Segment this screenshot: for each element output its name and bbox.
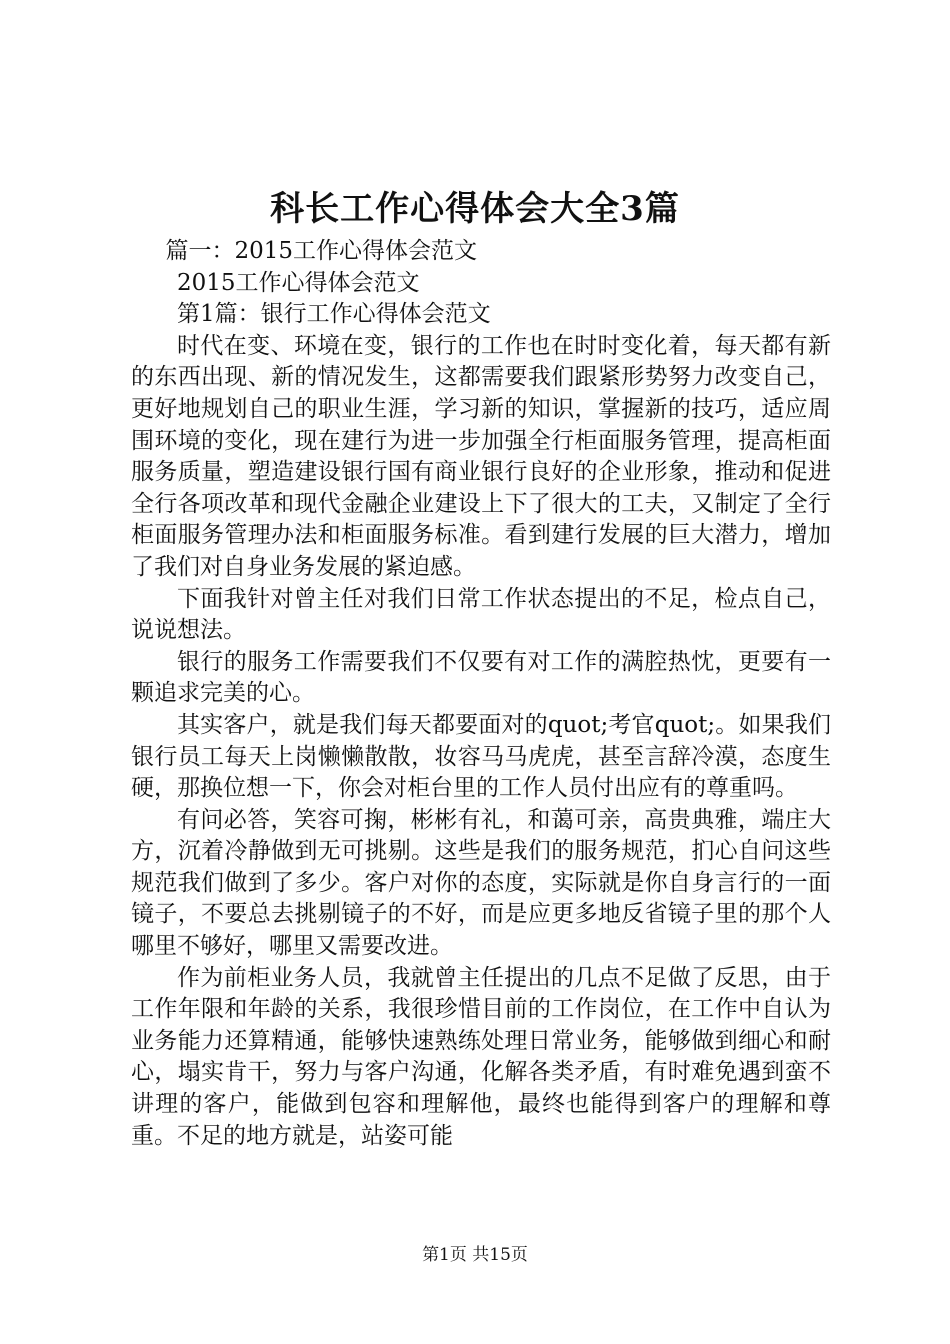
section-heading: 篇一：2015工作心得体会范文	[165, 238, 478, 264]
chapter-heading: 第1篇：银行工作心得体会范文	[177, 301, 491, 328]
paragraph: 其实客户，就是我们每天都要面对的quot;考官quot;。如果我们银行员工每天上岗懒懒散散，妆容马马虎虎，甚至言辞冷漠，态度生硬，那换位想一下，你会对柜台里的工作人员付出应有的尊重吗。	[131, 711, 831, 802]
document-body	[131, 236, 831, 1152]
page-footer: 第1页 共15页	[422, 1245, 528, 1265]
paragraph: 有问必答，笑容可掬，彬彬有礼，和蔼可亲，高贵典雅，端庄大方，沉着冷静做到无可挑剔。这些是我们的服务规范，扪心自问这些规范我们做到了多少。客户对你的态度，实际就是你自身言行的一面镜子，不要总去挑剔镜子的不好，而是应更多地反省镜子里的那个人哪里不够好，哪里又需要改进。	[131, 806, 831, 960]
section-subheading: 2015工作心得体会范文	[177, 269, 420, 296]
paragraph: 银行的服务工作需要我们不仅要有对工作的满腔热忱，更要有一颗追求完美的心。	[131, 648, 831, 707]
paragraph: 时代在变、环境在变，银行的工作也在时时变化着，每天都有新的东西出现、新的情况发生，这都需要我们跟紧形势努力改变自己，更好地规划自己的职业生涯，学习新的知识，掌握新的技巧，适应周围环境的变化，现在建行为进一步加强全行柜面服务管理，提高柜面服务质量，塑造建设银行国有商业银行良好的企业形象，推动和促进全行各项改革和现代金融企业建设上下了很大的工夫，又制定了全行柜面服务管理办法和柜面服务标准。看到建行发展的巨大潜力，增加了我们对自身业务发展的紧迫感。	[131, 332, 831, 580]
paragraph: 作为前柜业务人员，我就曾主任提出的几点不足做了反思，由于工作年限和年龄的关系，我很珍惜目前的工作岗位，在工作中自认为业务能力还算精通，能够快速熟练处理日常业务，能够做到细心和耐心，塌实肯干，努力与客户沟通，化解各类矛盾，有时难免遇到蛮不讲理的客户，能做到包容和理解他，最终也能得到客户的理解和尊重。不足的地方就是，站姿可能	[131, 964, 831, 1149]
document-title: 科长工作心得体会大全3篇	[270, 189, 680, 229]
paragraph: 下面我针对曾主任对我们日常工作状态提出的不足，检点自己，说说想法。	[131, 585, 831, 644]
